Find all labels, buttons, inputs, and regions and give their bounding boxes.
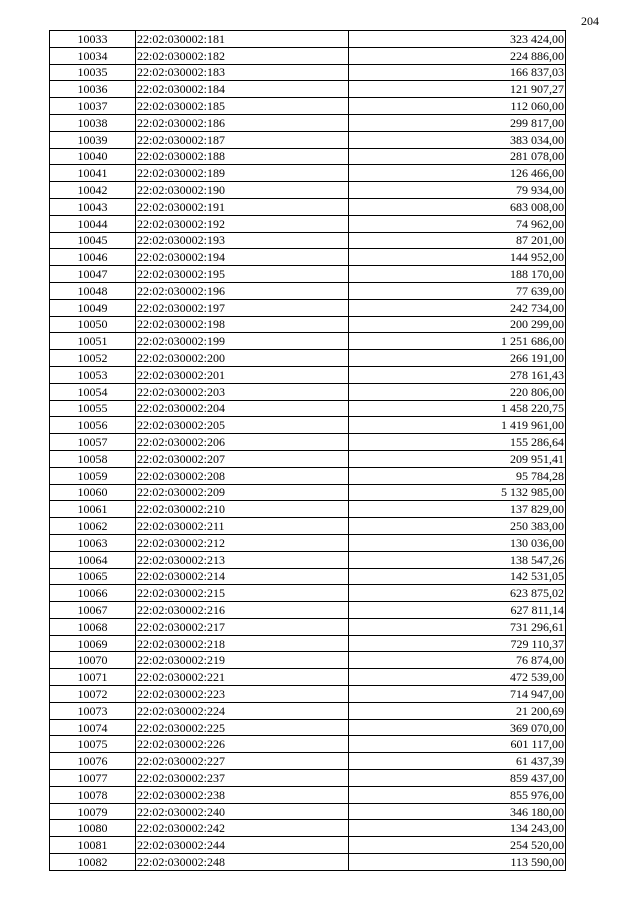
cadastral-value-cell: 627 811,14: [349, 602, 566, 619]
cadastral-number-cell: 22:02:030002:201: [136, 366, 349, 383]
table-row: [50, 551, 566, 568]
table-row: [50, 736, 566, 753]
row-number-cell: 10036: [50, 81, 136, 98]
cadastral-value-cell: 76 874,00: [349, 652, 566, 669]
cadastral-number-cell: 22:02:030002:195: [136, 266, 349, 283]
cadastral-number-cell: 22:02:030002:198: [136, 316, 349, 333]
cadastral-value-cell: 5 132 985,00: [349, 484, 566, 501]
table-row: [50, 602, 566, 619]
cadastral-value-cell: 188 170,00: [349, 266, 566, 283]
table-row: [50, 770, 566, 787]
row-number-cell: 10041: [50, 165, 136, 182]
row-number-cell: 10050: [50, 316, 136, 333]
table-row: [50, 98, 566, 115]
cadastral-number-cell: 22:02:030002:214: [136, 568, 349, 585]
row-number-cell: 10068: [50, 618, 136, 635]
row-number-cell: 10067: [50, 602, 136, 619]
table-row: [50, 81, 566, 98]
table-row: [50, 635, 566, 652]
table-row: [50, 534, 566, 551]
row-number-cell: 10053: [50, 366, 136, 383]
table-row: [50, 131, 566, 148]
cadastral-number-cell: 22:02:030002:196: [136, 282, 349, 299]
cadastral-value-cell: 121 907,27: [349, 81, 566, 98]
row-number-cell: 10069: [50, 635, 136, 652]
cadastral-value-cell: 224 886,00: [349, 47, 566, 64]
cadastral-value-cell: 254 520,00: [349, 837, 566, 854]
row-number-cell: 10052: [50, 350, 136, 367]
row-number-cell: 10061: [50, 501, 136, 518]
row-number-cell: 10048: [50, 282, 136, 299]
table-row: [50, 568, 566, 585]
cadastral-value-cell: 1 419 961,00: [349, 417, 566, 434]
row-number-cell: 10033: [50, 31, 136, 48]
table-row: [50, 585, 566, 602]
cadastral-value-cell: 138 547,26: [349, 551, 566, 568]
table-row: [50, 333, 566, 350]
cadastral-number-cell: 22:02:030002:188: [136, 148, 349, 165]
table-row: [50, 467, 566, 484]
table-row: [50, 434, 566, 451]
table-row: [50, 383, 566, 400]
table-row: [50, 182, 566, 199]
cadastral-value-cell: 137 829,00: [349, 501, 566, 518]
row-number-cell: 10044: [50, 215, 136, 232]
page-number: 204: [581, 14, 599, 28]
table-row: [50, 450, 566, 467]
row-number-cell: 10076: [50, 753, 136, 770]
row-number-cell: 10078: [50, 786, 136, 803]
cadastral-number-cell: 22:02:030002:210: [136, 501, 349, 518]
cadastral-value-cell: 95 784,28: [349, 467, 566, 484]
row-number-cell: 10037: [50, 98, 136, 115]
cadastral-value-cell: 601 117,00: [349, 736, 566, 753]
row-number-cell: 10056: [50, 417, 136, 434]
cadastral-value-cell: 1 251 686,00: [349, 333, 566, 350]
cadastral-number-cell: 22:02:030002:208: [136, 467, 349, 484]
cadastral-value-cell: 74 962,00: [349, 215, 566, 232]
row-number-cell: 10049: [50, 299, 136, 316]
table-row: [50, 148, 566, 165]
cadastral-value-cell: 266 191,00: [349, 350, 566, 367]
cadastral-number-cell: 22:02:030002:211: [136, 518, 349, 535]
table-row: [50, 618, 566, 635]
cadastral-value-cell: 859 437,00: [349, 770, 566, 787]
cadastral-number-cell: 22:02:030002:181: [136, 31, 349, 48]
cadastral-number-cell: 22:02:030002:191: [136, 198, 349, 215]
cadastral-value-cell: 200 299,00: [349, 316, 566, 333]
table-body: [50, 31, 566, 871]
cadastral-number-cell: 22:02:030002:227: [136, 753, 349, 770]
cadastral-number-cell: 22:02:030002:215: [136, 585, 349, 602]
row-number-cell: 10079: [50, 803, 136, 820]
row-number-cell: 10072: [50, 686, 136, 703]
row-number-cell: 10054: [50, 383, 136, 400]
cadastral-value-cell: 1 458 220,75: [349, 400, 566, 417]
table-row: [50, 31, 566, 48]
cadastral-number-cell: 22:02:030002:190: [136, 182, 349, 199]
cadastral-value-cell: 472 539,00: [349, 669, 566, 686]
cadastral-number-cell: 22:02:030002:242: [136, 820, 349, 837]
cadastral-value-cell: 61 437,39: [349, 753, 566, 770]
table-row: [50, 669, 566, 686]
row-number-cell: 10073: [50, 702, 136, 719]
row-number-cell: 10064: [50, 551, 136, 568]
cadastral-number-cell: 22:02:030002:248: [136, 854, 349, 871]
row-number-cell: 10058: [50, 450, 136, 467]
cadastral-number-cell: 22:02:030002:197: [136, 299, 349, 316]
row-number-cell: 10077: [50, 770, 136, 787]
cadastral-value-cell: 144 952,00: [349, 249, 566, 266]
row-number-cell: 10082: [50, 854, 136, 871]
cadastral-number-cell: 22:02:030002:209: [136, 484, 349, 501]
row-number-cell: 10051: [50, 333, 136, 350]
row-number-cell: 10080: [50, 820, 136, 837]
cadastral-number-cell: 22:02:030002:240: [136, 803, 349, 820]
row-number-cell: 10074: [50, 719, 136, 736]
table-row: [50, 702, 566, 719]
cadastral-number-cell: 22:02:030002:187: [136, 131, 349, 148]
cadastral-value-cell: 142 531,05: [349, 568, 566, 585]
table-row: [50, 854, 566, 871]
row-number-cell: 10081: [50, 837, 136, 854]
cadastral-value-cell: 346 180,00: [349, 803, 566, 820]
cadastral-value-cell: 130 036,00: [349, 534, 566, 551]
cadastral-number-cell: 22:02:030002:182: [136, 47, 349, 64]
cadastral-number-cell: 22:02:030002:223: [136, 686, 349, 703]
cadastral-number-cell: 22:02:030002:193: [136, 232, 349, 249]
cadastral-value-cell: 220 806,00: [349, 383, 566, 400]
cadastral-number-cell: 22:02:030002:219: [136, 652, 349, 669]
table-row: [50, 400, 566, 417]
cadastral-value-cell: 250 383,00: [349, 518, 566, 535]
cadastral-value-table: [49, 30, 566, 871]
row-number-cell: 10066: [50, 585, 136, 602]
row-number-cell: 10035: [50, 64, 136, 81]
cadastral-value-cell: 383 034,00: [349, 131, 566, 148]
cadastral-number-cell: 22:02:030002:205: [136, 417, 349, 434]
row-number-cell: 10057: [50, 434, 136, 451]
row-number-cell: 10046: [50, 249, 136, 266]
cadastral-number-cell: 22:02:030002:218: [136, 635, 349, 652]
cadastral-value-cell: 855 976,00: [349, 786, 566, 803]
cadastral-number-cell: 22:02:030002:213: [136, 551, 349, 568]
cadastral-value-cell: 126 466,00: [349, 165, 566, 182]
row-number-cell: 10047: [50, 266, 136, 283]
cadastral-value-cell: 369 070,00: [349, 719, 566, 736]
table-row: [50, 64, 566, 81]
table-row: [50, 299, 566, 316]
table-row: [50, 753, 566, 770]
cadastral-number-cell: 22:02:030002:183: [136, 64, 349, 81]
row-number-cell: 10040: [50, 148, 136, 165]
cadastral-number-cell: 22:02:030002:185: [136, 98, 349, 115]
cadastral-number-cell: 22:02:030002:237: [136, 770, 349, 787]
row-number-cell: 10060: [50, 484, 136, 501]
row-number-cell: 10042: [50, 182, 136, 199]
cadastral-number-cell: 22:02:030002:192: [136, 215, 349, 232]
table-row: [50, 686, 566, 703]
cadastral-value-cell: 166 837,03: [349, 64, 566, 81]
cadastral-number-cell: 22:02:030002:244: [136, 837, 349, 854]
row-number-cell: 10055: [50, 400, 136, 417]
cadastral-number-cell: 22:02:030002:238: [136, 786, 349, 803]
table-row: [50, 232, 566, 249]
cadastral-value-cell: 278 161,43: [349, 366, 566, 383]
cadastral-number-cell: 22:02:030002:189: [136, 165, 349, 182]
row-number-cell: 10063: [50, 534, 136, 551]
cadastral-value-cell: 79 934,00: [349, 182, 566, 199]
cadastral-value-cell: 21 200,69: [349, 702, 566, 719]
table-row: [50, 366, 566, 383]
cadastral-value-cell: 155 286,64: [349, 434, 566, 451]
cadastral-number-cell: 22:02:030002:217: [136, 618, 349, 635]
cadastral-number-cell: 22:02:030002:204: [136, 400, 349, 417]
cadastral-value-cell: 281 078,00: [349, 148, 566, 165]
cadastral-number-cell: 22:02:030002:199: [136, 333, 349, 350]
table-row: [50, 282, 566, 299]
row-number-cell: 10039: [50, 131, 136, 148]
table-row: [50, 518, 566, 535]
cadastral-value-cell: 729 110,37: [349, 635, 566, 652]
row-number-cell: 10075: [50, 736, 136, 753]
cadastral-number-cell: 22:02:030002:221: [136, 669, 349, 686]
table-row: [50, 719, 566, 736]
cadastral-number-cell: 22:02:030002:186: [136, 114, 349, 131]
cadastral-value-cell: 112 060,00: [349, 98, 566, 115]
row-number-cell: 10059: [50, 467, 136, 484]
row-number-cell: 10043: [50, 198, 136, 215]
row-number-cell: 10070: [50, 652, 136, 669]
table-row: [50, 266, 566, 283]
cadastral-value-cell: 731 296,61: [349, 618, 566, 635]
table-row: [50, 198, 566, 215]
cadastral-value-cell: 242 734,00: [349, 299, 566, 316]
table-row: [50, 215, 566, 232]
table-row: [50, 820, 566, 837]
table-row: [50, 501, 566, 518]
cadastral-value-cell: 623 875,02: [349, 585, 566, 602]
row-number-cell: 10062: [50, 518, 136, 535]
cadastral-number-cell: 22:02:030002:184: [136, 81, 349, 98]
cadastral-number-cell: 22:02:030002:226: [136, 736, 349, 753]
table-row: [50, 350, 566, 367]
cadastral-number-cell: 22:02:030002:200: [136, 350, 349, 367]
row-number-cell: 10038: [50, 114, 136, 131]
row-number-cell: 10071: [50, 669, 136, 686]
table-row: [50, 417, 566, 434]
table-row: [50, 165, 566, 182]
cadastral-value-cell: 209 951,41: [349, 450, 566, 467]
cadastral-number-cell: 22:02:030002:212: [136, 534, 349, 551]
cadastral-number-cell: 22:02:030002:216: [136, 602, 349, 619]
table-row: [50, 47, 566, 64]
cadastral-value-cell: 299 817,00: [349, 114, 566, 131]
cadastral-number-cell: 22:02:030002:203: [136, 383, 349, 400]
cadastral-value-cell: 87 201,00: [349, 232, 566, 249]
row-number-cell: 10045: [50, 232, 136, 249]
cadastral-value-cell: 77 639,00: [349, 282, 566, 299]
table-row: [50, 114, 566, 131]
table-row: [50, 484, 566, 501]
table-row: [50, 786, 566, 803]
row-number-cell: 10034: [50, 47, 136, 64]
cadastral-number-cell: 22:02:030002:225: [136, 719, 349, 736]
row-number-cell: 10065: [50, 568, 136, 585]
cadastral-value-cell: 134 243,00: [349, 820, 566, 837]
cadastral-value-cell: 714 947,00: [349, 686, 566, 703]
cadastral-number-cell: 22:02:030002:224: [136, 702, 349, 719]
table-row: [50, 837, 566, 854]
cadastral-value-cell: 323 424,00: [349, 31, 566, 48]
cadastral-value-cell: 683 008,00: [349, 198, 566, 215]
cadastral-value-cell: 113 590,00: [349, 854, 566, 871]
cadastral-number-cell: 22:02:030002:207: [136, 450, 349, 467]
table-row: [50, 652, 566, 669]
cadastral-number-cell: 22:02:030002:206: [136, 434, 349, 451]
table-row: [50, 249, 566, 266]
cadastral-number-cell: 22:02:030002:194: [136, 249, 349, 266]
table-row: [50, 316, 566, 333]
table-row: [50, 803, 566, 820]
